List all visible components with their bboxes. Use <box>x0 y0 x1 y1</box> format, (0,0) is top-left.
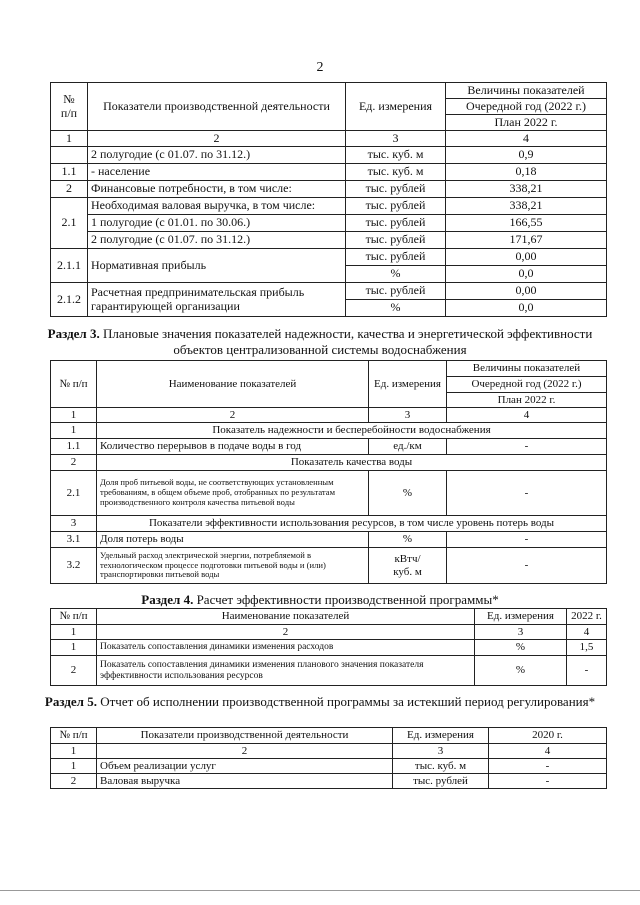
col-num: 4 <box>567 625 607 640</box>
table-row <box>51 548 607 584</box>
col-num: 1 <box>51 625 97 640</box>
group-num: 1 <box>51 423 97 439</box>
header-values: Величины показателей <box>446 83 607 99</box>
group-title: Показатель качества воды <box>97 455 607 471</box>
group-row <box>51 455 607 471</box>
row-unit: кВтч/ куб. м <box>369 548 447 584</box>
row-unit: тыс. рублей <box>346 181 446 198</box>
row-value: - <box>567 656 607 686</box>
row-unit: % <box>369 471 447 516</box>
table-row <box>51 198 607 215</box>
row-value: 166,55 <box>446 215 607 232</box>
table-row <box>51 249 607 266</box>
row-num: 2.1 <box>51 198 88 249</box>
row-name: Валовая выручка <box>97 774 393 789</box>
row-name: Нормативная прибыль <box>88 249 346 283</box>
row-name: - население <box>88 164 346 181</box>
row-value: - <box>447 532 607 548</box>
reliability-indicators-table <box>50 360 607 584</box>
col-num: 4 <box>489 744 607 759</box>
header-plan: План 2022 г. <box>447 393 607 408</box>
row-unit: тыс. куб. м <box>346 147 446 164</box>
row-value: - <box>489 759 607 774</box>
row-unit: % <box>475 640 567 656</box>
row-name: 1 полугодие (с 01.01. по 30.06.) <box>88 215 346 232</box>
header-year: Очередной год (2022 г.) <box>447 377 607 393</box>
header-num: № п/п <box>51 609 97 625</box>
section-4-label: Раздел 4. <box>141 592 194 607</box>
row-name: Финансовые потребности, в том числе: <box>88 181 346 198</box>
row-name: Необходимая валовая выручка, в том числе: <box>88 198 346 215</box>
header-num: № п/п <box>51 83 88 131</box>
row-unit: тыс. куб. м <box>346 164 446 181</box>
row-name: Удельный расход электрической энергии, потребляемой в технологическом процессе подготовки питьевой воды и (или) транспортировки питьевой воды <box>97 548 369 584</box>
table-row <box>51 439 607 455</box>
row-num: 3.1 <box>51 532 97 548</box>
col-num: 3 <box>475 625 567 640</box>
row-unit: % <box>346 300 446 317</box>
section-4-title: Расчет эффективности производственной программы* <box>193 592 499 607</box>
header-unit: Ед. измерения <box>346 83 446 131</box>
header-plan: План 2022 г. <box>446 115 607 131</box>
row-value: - <box>447 548 607 584</box>
header-num: № п/п <box>51 728 97 744</box>
section-3-label: Раздел 3. <box>47 326 100 341</box>
row-value: - <box>489 774 607 789</box>
section-5-heading <box>40 694 600 710</box>
row-num: 3.2 <box>51 548 97 584</box>
row-unit: тыс. рублей <box>346 283 446 300</box>
production-indicators-table <box>50 82 607 317</box>
col-num: 4 <box>446 131 607 147</box>
row-name: Показатель сопоставления динамики изменения планового значения показателя эффективности использования ресурсов <box>97 656 475 686</box>
row-name: Объем реализации услуг <box>97 759 393 774</box>
row-value: - <box>447 471 607 516</box>
row-num: 2 <box>51 656 97 686</box>
page-number: 2 <box>316 60 324 75</box>
row-unit: ед./км <box>369 439 447 455</box>
row-value: 0,9 <box>446 147 607 164</box>
row-value: 171,67 <box>446 232 607 249</box>
table-row <box>51 774 607 789</box>
row-num: 2.1.2 <box>51 283 88 317</box>
row-name: Доля потерь воды <box>97 532 369 548</box>
section-4-heading <box>40 592 600 608</box>
row-unit: тыс. рублей <box>346 249 446 266</box>
efficiency-table <box>50 608 607 686</box>
row-num: 1 <box>51 759 97 774</box>
group-row <box>51 516 607 532</box>
header-values: Величины показателей <box>447 361 607 377</box>
row-unit: тыс. рублей <box>346 198 446 215</box>
row-unit: тыс. рублей <box>346 232 446 249</box>
row-unit: % <box>475 656 567 686</box>
header-name: Показатели производственной деятельности <box>88 83 346 131</box>
row-unit: % <box>369 532 447 548</box>
row-value: 0,00 <box>446 249 607 266</box>
table-row <box>51 181 607 198</box>
group-row <box>51 423 607 439</box>
col-num: 2 <box>97 625 475 640</box>
header-unit: Ед. измерения <box>393 728 489 744</box>
header-unit: Ед. измерения <box>369 361 447 408</box>
header-year: Очередной год (2022 г.) <box>446 99 607 115</box>
col-num: 4 <box>447 408 607 423</box>
row-num: 2 <box>51 774 97 789</box>
header-num: № п/п <box>51 361 97 408</box>
row-unit: тыс. куб. м <box>393 759 489 774</box>
group-title: Показатель надежности и бесперебойности водоснабжения <box>97 423 607 439</box>
section-5-label: Раздел 5. <box>44 694 97 709</box>
row-value: 0,0 <box>446 300 607 317</box>
header-name: Наименование показателей <box>97 361 369 408</box>
table-row <box>51 759 607 774</box>
col-num: 3 <box>346 131 446 147</box>
report-table <box>50 727 607 789</box>
page-edge-divider <box>0 890 640 891</box>
header-name: Наименование показателей <box>97 609 475 625</box>
row-name: 2 полугодие (с 01.07. по 31.12.) <box>88 147 346 164</box>
col-num: 2 <box>97 744 393 759</box>
col-num: 3 <box>393 744 489 759</box>
table-row <box>51 164 607 181</box>
row-num: 1 <box>51 640 97 656</box>
header-name: Показатели производственной деятельности <box>97 728 393 744</box>
row-num: 2.1.1 <box>51 249 88 283</box>
header-year: 2020 г. <box>489 728 607 744</box>
row-name: Показатель сопоставления динамики изменения расходов <box>97 640 475 656</box>
row-name: 2 полугодие (с 01.07. по 31.12.) <box>88 232 346 249</box>
table-row <box>51 532 607 548</box>
row-unit: % <box>346 266 446 283</box>
row-unit: тыс. рублей <box>393 774 489 789</box>
col-num: 1 <box>51 408 97 423</box>
row-value: 1,5 <box>567 640 607 656</box>
col-num: 3 <box>369 408 447 423</box>
table-row <box>51 471 607 516</box>
row-num: 2.1 <box>51 471 97 516</box>
group-title: Показатели эффективности использования ресурсов, в том числе уровень потерь воды <box>97 516 607 532</box>
row-value: 0,18 <box>446 164 607 181</box>
table-row <box>51 232 607 249</box>
group-num: 3 <box>51 516 97 532</box>
row-value: 0,0 <box>446 266 607 283</box>
row-num: 1.1 <box>51 164 88 181</box>
col-num: 1 <box>51 744 97 759</box>
table-row <box>51 215 607 232</box>
row-value: 338,21 <box>446 181 607 198</box>
table-row <box>51 656 607 686</box>
col-num: 1 <box>51 131 88 147</box>
group-num: 2 <box>51 455 97 471</box>
section-3-heading <box>40 326 600 359</box>
section-3-title: Плановые значения показателей надежности, качества и энергетической эффективности объектов централизованной системы водоснабжения <box>99 326 593 358</box>
row-num: 1.1 <box>51 439 97 455</box>
table-row <box>51 147 607 164</box>
row-unit: тыс. рублей <box>346 215 446 232</box>
table-row <box>51 283 607 300</box>
row-num: 2 <box>51 181 88 198</box>
header-unit: Ед. измерения <box>475 609 567 625</box>
section-5-title: Отчет об исполнении производственной программы за истекший период регулирования* <box>96 694 596 709</box>
row-name: Количество перерывов в подаче воды в год <box>97 439 369 455</box>
col-num: 2 <box>97 408 369 423</box>
row-name: Расчетная предпринимательская прибыль гарантирующей организации <box>88 283 346 317</box>
col-num: 2 <box>88 131 346 147</box>
header-year: 2022 г. <box>567 609 607 625</box>
row-name: Доля проб питьевой воды, не соответствующих установленным требованиям, в общем объеме проб, отобранных по результатам производственного контроля качества питьевой воды <box>97 471 369 516</box>
row-value: 338,21 <box>446 198 607 215</box>
row-value: - <box>447 439 607 455</box>
row-value: 0,00 <box>446 283 607 300</box>
table-row <box>51 640 607 656</box>
